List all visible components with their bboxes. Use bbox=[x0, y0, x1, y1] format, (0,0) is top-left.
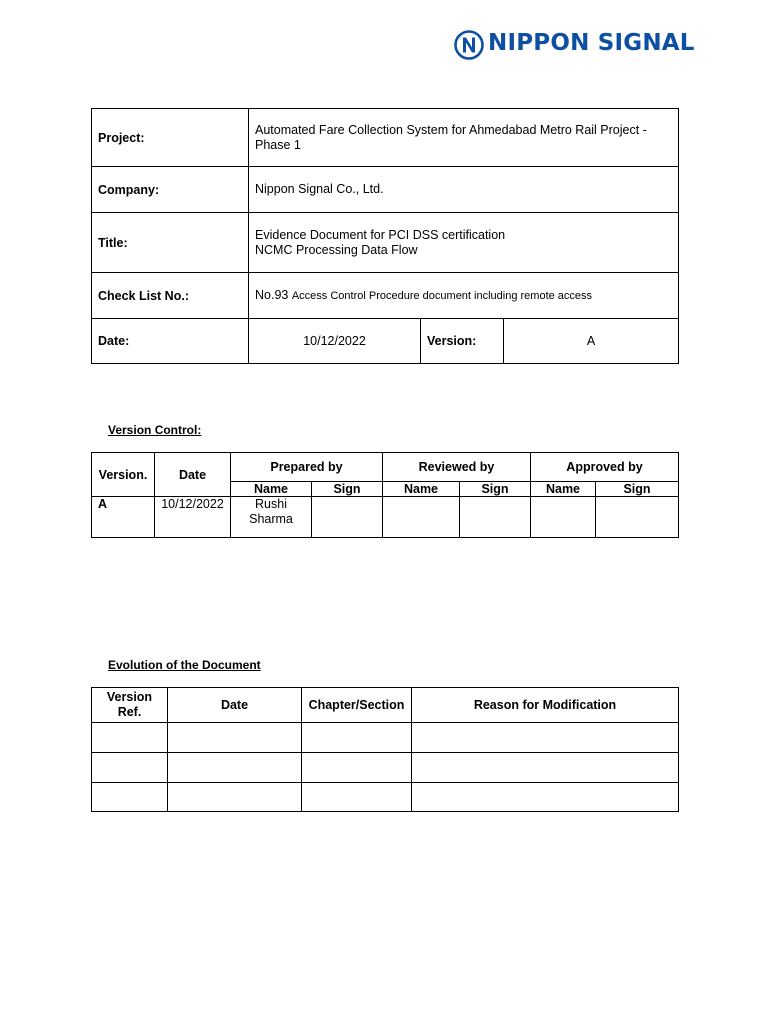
vc-header-date: Date bbox=[155, 453, 231, 497]
evo-chapter-section-cell bbox=[302, 723, 412, 753]
evo-header-version-ref bbox=[92, 688, 168, 723]
vc-header-approved-by: Approved by bbox=[531, 453, 679, 482]
project-row bbox=[92, 109, 679, 167]
vc-header-prepared-by: Prepared by bbox=[231, 453, 383, 482]
table-row bbox=[92, 723, 679, 753]
vc-reviewed-sign-header: Sign bbox=[460, 482, 531, 497]
vc-reviewed-name-header: Name bbox=[383, 482, 460, 497]
title-label: Title: bbox=[92, 213, 249, 273]
vc-header-row bbox=[92, 453, 679, 482]
evo-date-cell bbox=[168, 753, 302, 783]
evo-version-ref-cell bbox=[92, 783, 168, 812]
version-value: A bbox=[504, 319, 679, 364]
evo-header-date: Date bbox=[168, 688, 302, 723]
vc-prepared-sign-header: Sign bbox=[312, 482, 383, 497]
vc-reviewed-sign-cell bbox=[460, 497, 531, 538]
nippon-signal-emblem-icon bbox=[454, 30, 484, 60]
logo-text: NIPPON SIGNAL bbox=[488, 30, 695, 56]
document-info-table bbox=[91, 108, 679, 364]
title-value-line1: Evidence Document for PCI DSS certification bbox=[255, 227, 506, 242]
vc-prepared-name-cell bbox=[231, 497, 312, 538]
title-value-line2: NCMC Processing Data Flow bbox=[255, 242, 418, 257]
evo-reason-cell bbox=[412, 723, 679, 753]
evo-header-version-ref-line2: Ref. bbox=[117, 705, 142, 719]
version-label: Version: bbox=[421, 319, 504, 364]
evolution-table bbox=[91, 687, 679, 812]
evo-header-chapter-section: Chapter/Section bbox=[302, 688, 412, 723]
evo-version-ref-cell bbox=[92, 753, 168, 783]
company-value: Nippon Signal Co., Ltd. bbox=[249, 167, 679, 213]
evo-header-version-ref-line1: Version bbox=[106, 690, 153, 704]
company-logo bbox=[454, 29, 724, 61]
vc-prepared-name-line2: Sharma bbox=[249, 512, 293, 526]
evo-chapter-section-cell bbox=[302, 783, 412, 812]
evo-header-row bbox=[92, 688, 679, 723]
title-value bbox=[249, 213, 679, 273]
checklist-row bbox=[92, 273, 679, 319]
checklist-number: No.93 bbox=[255, 287, 289, 302]
evo-reason-cell bbox=[412, 783, 679, 812]
vc-approved-sign-cell bbox=[596, 497, 679, 538]
vc-version-cell: A bbox=[92, 497, 155, 538]
table-row bbox=[92, 783, 679, 812]
evolution-title: Evolution of the Document bbox=[108, 658, 261, 672]
evo-chapter-section-cell bbox=[302, 753, 412, 783]
evo-date-cell bbox=[168, 723, 302, 753]
date-row bbox=[92, 319, 679, 364]
checklist-label: Check List No.: bbox=[92, 273, 249, 319]
date-label: Date: bbox=[92, 319, 249, 364]
vc-approved-sign-header: Sign bbox=[596, 482, 679, 497]
title-row bbox=[92, 213, 679, 273]
company-label: Company: bbox=[92, 167, 249, 213]
vc-prepared-sign-cell bbox=[312, 497, 383, 538]
project-label: Project: bbox=[92, 109, 249, 167]
company-row bbox=[92, 167, 679, 213]
table-row bbox=[92, 753, 679, 783]
date-value: 10/12/2022 bbox=[249, 319, 421, 364]
vc-date-cell: 10/12/2022 bbox=[155, 497, 231, 538]
evo-date-cell bbox=[168, 783, 302, 812]
version-control-title: Version Control: bbox=[108, 423, 202, 437]
evo-reason-cell bbox=[412, 753, 679, 783]
evo-version-ref-cell bbox=[92, 723, 168, 753]
vc-prepared-name-line1: Rushi bbox=[255, 497, 287, 511]
checklist-description: Access Control Procedure document including remote access bbox=[291, 289, 593, 302]
checklist-value bbox=[249, 273, 679, 319]
vc-approved-name-cell bbox=[531, 497, 596, 538]
project-value-line1: Automated Fare Collection System for Ahmedabad Metro Rail Project - bbox=[255, 122, 647, 137]
vc-reviewed-name-cell bbox=[383, 497, 460, 538]
vc-header-version: Version. bbox=[92, 453, 155, 497]
version-control-table bbox=[91, 452, 679, 538]
vc-approved-name-header: Name bbox=[531, 482, 596, 497]
vc-prepared-name-header: Name bbox=[231, 482, 312, 497]
table-row bbox=[92, 497, 679, 538]
project-value-line2: Phase 1 bbox=[255, 137, 301, 152]
vc-header-reviewed-by: Reviewed by bbox=[383, 453, 531, 482]
project-value bbox=[249, 109, 679, 167]
evo-header-reason: Reason for Modification bbox=[412, 688, 679, 723]
